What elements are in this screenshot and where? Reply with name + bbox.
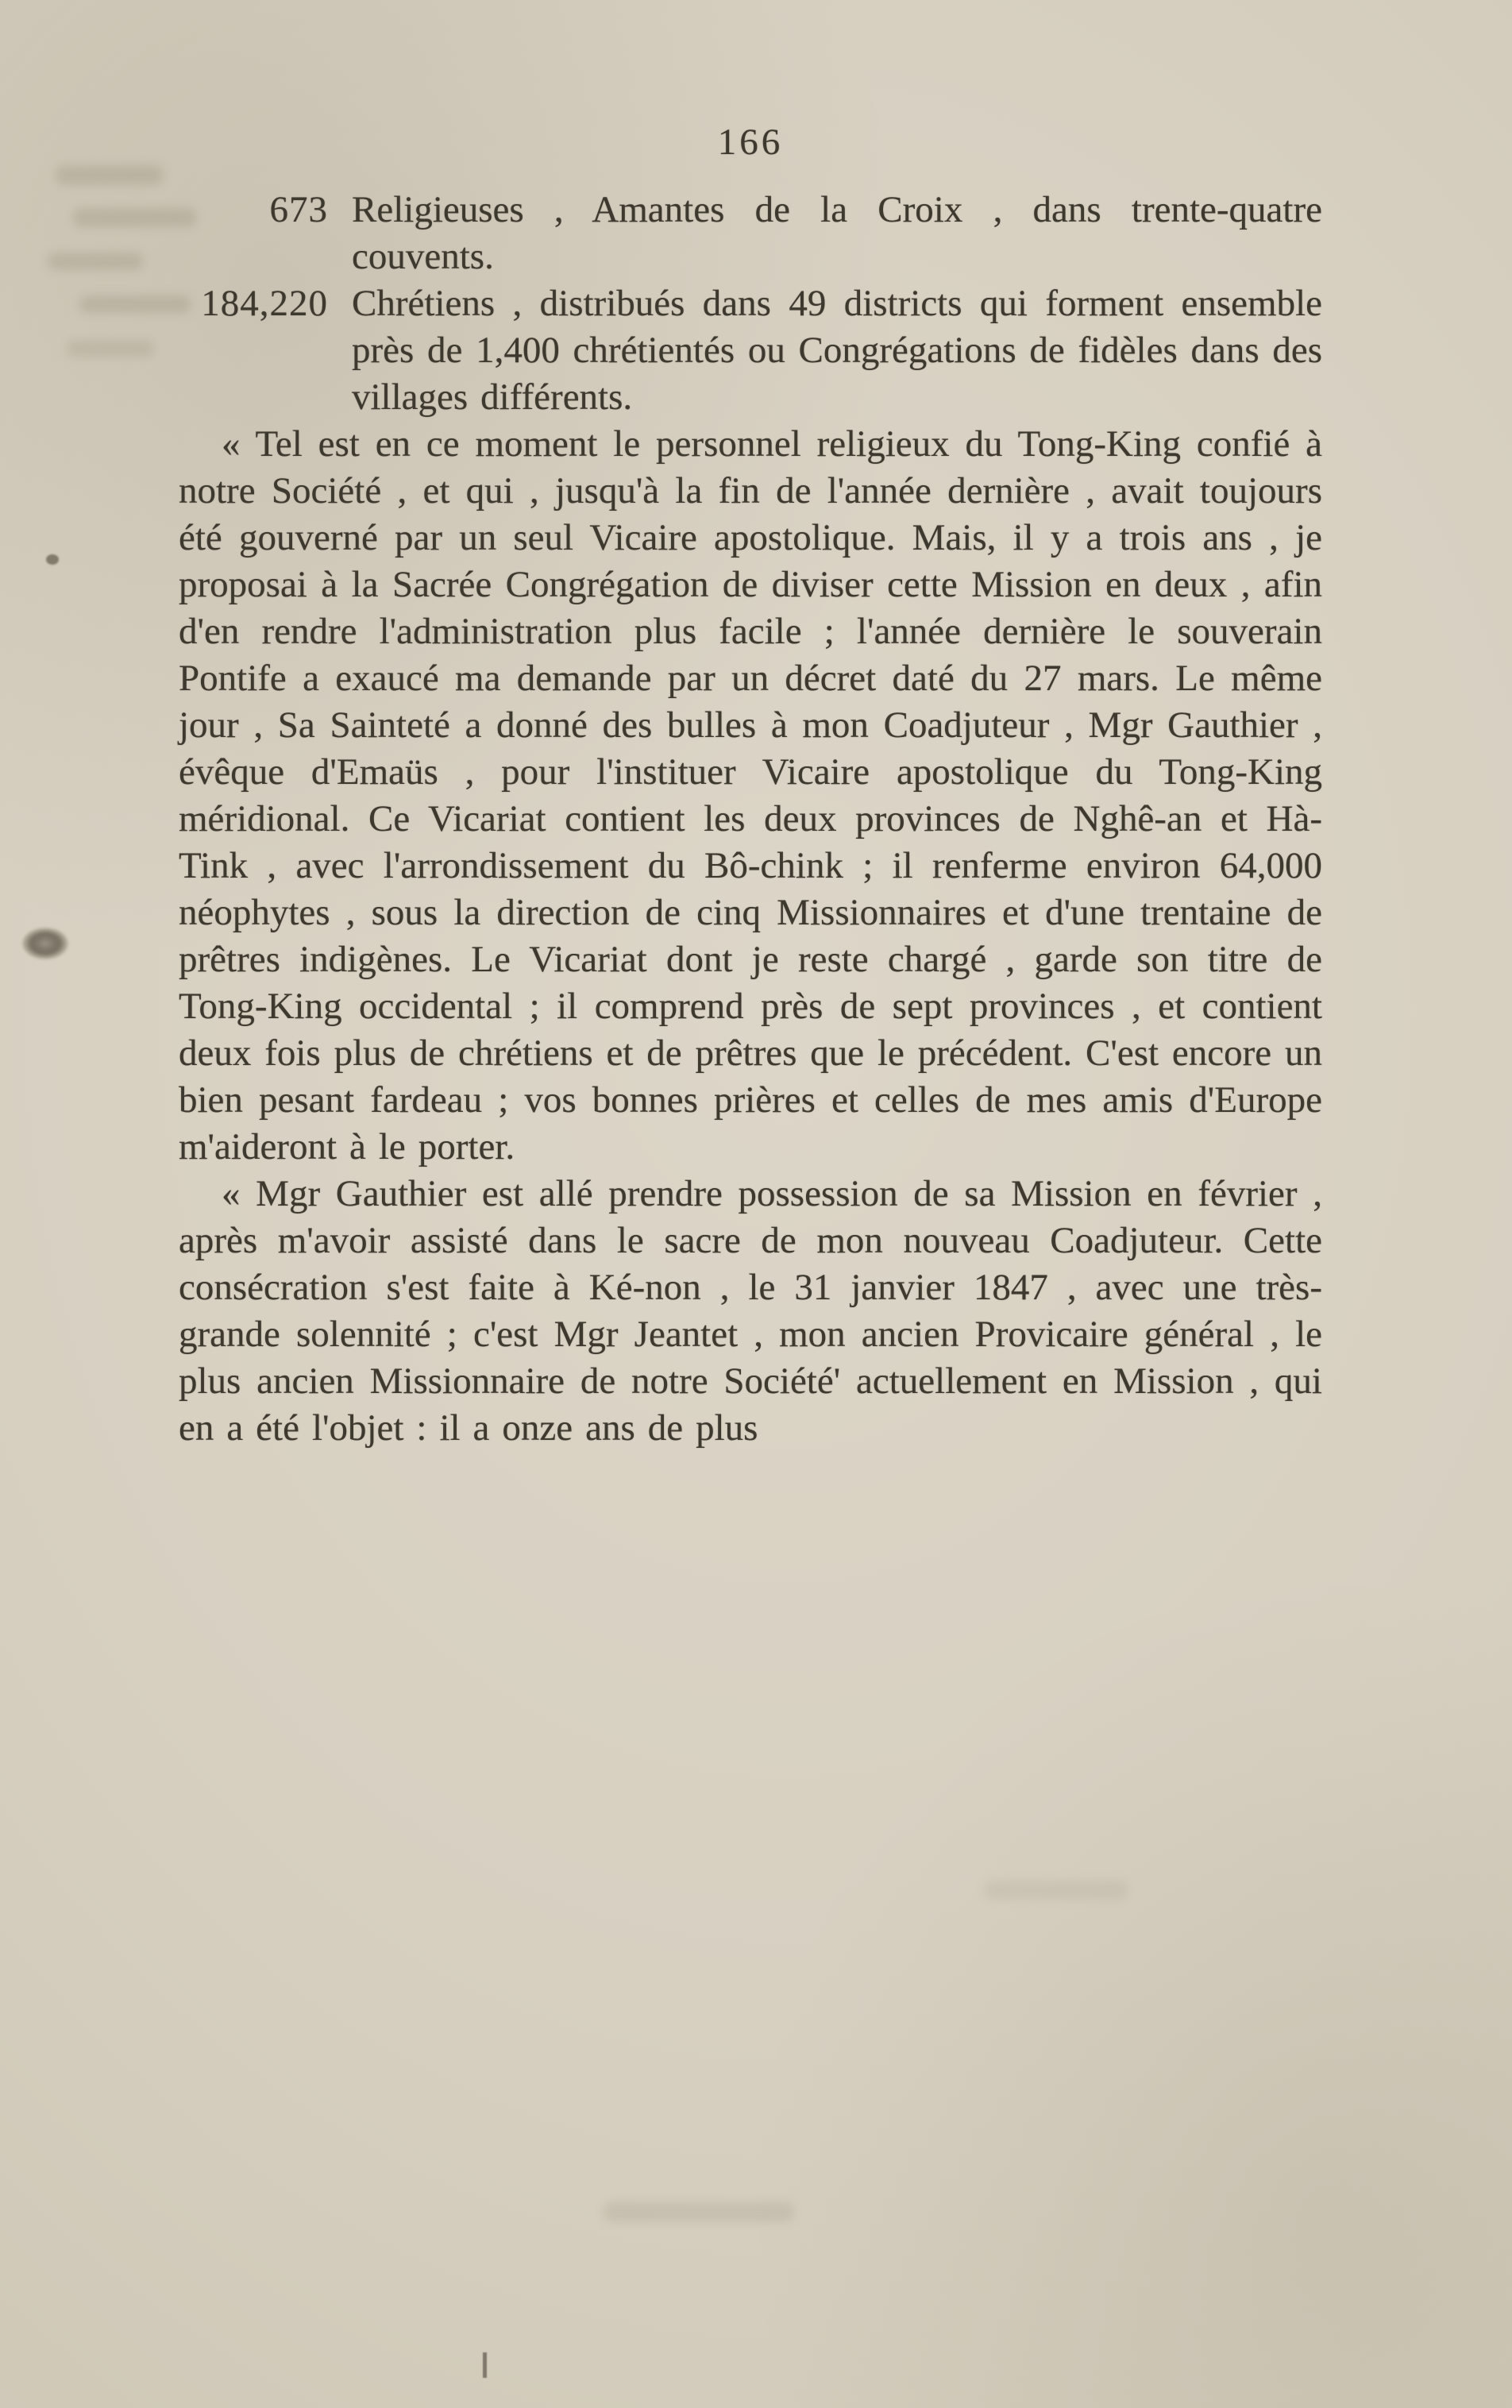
bleedthrough-smudge: [67, 340, 154, 357]
page-number: 166: [717, 122, 784, 163]
body-paragraph: « Tel est en ce moment le personnel religieux du Tong-King confié à notre Société , et qui , jusqu'à la fin de l'année dernière , avait toujours été gouverné par un seul Vicaire apostolique. Mais, il y a trois ans , je proposai à la Sacrée Congrégation de diviser cette Mission en deux , afin d'en rendre l'administration plus facile ; l'année dernière le souverain Pontife a exaucé ma demande par un décret daté du 27 mars. Le même jour , Sa Sainteté a donné des bulles à mon Coadjuteur , Mgr Gauthier , évêque d'Emaüs , pour l'instituer Vicaire apostolique du Tong-King méridional. Ce Vicariat contient les deux provinces de Nghê-an et Hà-Tink , avec l'arrondissement du Bô-chink ; il renferme environ 64,000 néophytes , sous la direction de cinq Missionnaires et d'une trentaine de prêtres indigènes. Le Vicariat dont je reste chargé , garde son titre de Tong-King occidental ; il comprend près de sept provinces , et contient deux fois plus de chrétiens et de prêtres que le précédent. C'est encore un bien pesant fardeau ; vos bonnes prières et celles de mes amis d'Europe m'aideront à le porter.: [179, 423, 1322, 1167]
entry-text: Religieuses , Amantes de la Croix , dans trente-quatre couvents.: [352, 189, 1322, 277]
entry-text: Chrétiens , distribués dans 49 districts qui forment ensemble près de 1,400 chrétientés ou Congrégations de fidèles dans des villages différents.: [352, 283, 1322, 418]
entry-number: 673: [269, 189, 328, 230]
bleedthrough-smudge: [604, 2202, 794, 2222]
bleedthrough-smudge: [56, 165, 163, 185]
bleedthrough-smudge: [79, 295, 191, 313]
bleedthrough-smudge: [48, 253, 143, 270]
statistic-entry: [179, 280, 1322, 421]
text-block: [179, 119, 1322, 1452]
bleedthrough-smudge: [985, 1881, 1128, 1900]
page-bottom-mark: [483, 2352, 487, 2378]
bleedthrough-smudge: [73, 208, 196, 227]
statistic-entry: [179, 187, 1322, 280]
body-paragraph: « Mgr Gauthier est allé prendre possession de sa Mission en février , après m'avoir assisté dans le sacre de mon nouveau Coadjuteur. Cette consécration s'est faite à Ké-non , le 31 janvier 1847 , avec une très-grande solennité ; c'est Mgr Jeantet , mon ancien Provicaire général , le plus ancien Missionnaire de notre Société' actuellement en Mission , qui en a été l'objet : il a onze ans de plus: [179, 1173, 1322, 1449]
ink-stain: [22, 928, 68, 959]
ink-speck: [46, 554, 59, 565]
entry-number: 184,220: [201, 283, 328, 324]
